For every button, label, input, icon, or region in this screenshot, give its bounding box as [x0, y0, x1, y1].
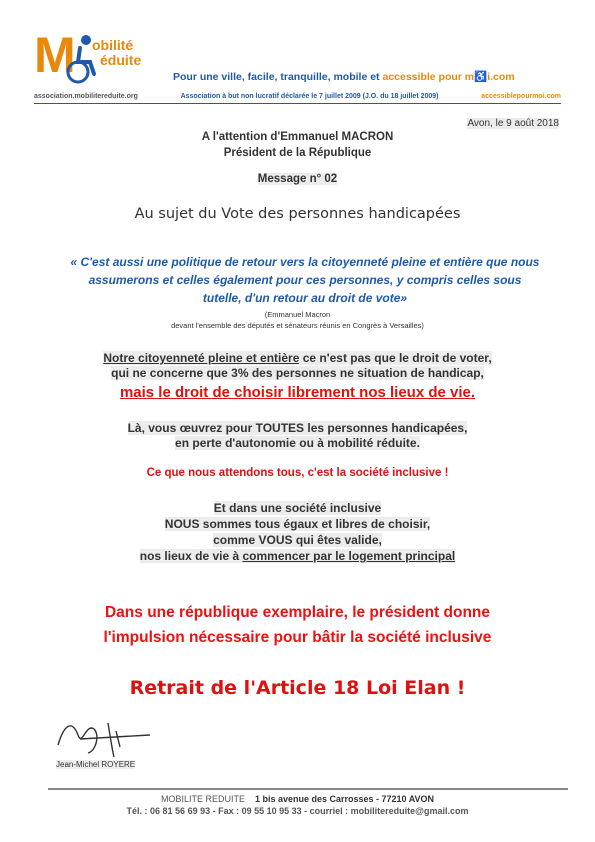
paragraph-equality — [0, 500, 595, 564]
letter-subject: Au sujet du Vote des personnes handicapées — [134, 206, 461, 222]
logo-icon — [34, 28, 96, 86]
footer-street: 1 bis avenue des Carrosses - 77210 AVON — [254, 794, 435, 804]
p4-line2: NOUS sommes tous égaux et libres de choisir, — [164, 517, 431, 531]
letter-date: Avon, le 9 août 2018 — [467, 118, 559, 129]
tagline — [173, 70, 515, 83]
footer-org: MOBILITE REDUITE — [160, 794, 245, 804]
p4-line3: comme VOUS qui êtes valide, — [213, 533, 382, 547]
paragraph-republic — [0, 600, 595, 650]
footer-address — [0, 794, 595, 804]
signature-image — [50, 705, 160, 761]
signer-name: Jean-Michel ROYERE — [56, 760, 136, 769]
paragraph-choose-living: mais le droit de choisir librement nos lieux de vie. — [119, 384, 476, 401]
p4-line4-start: nos lieux de vie à — [139, 549, 243, 563]
tagline-suffix: i.com — [487, 71, 515, 83]
association-note: Association à but non lucratif déclarée le 7 juillet 2009 (J.O. du 18 juillet 2009) — [180, 93, 439, 100]
paragraph-demand: Retrait de l'Article 18 Loi Elan ! — [129, 677, 466, 699]
paragraph-inclusive-society: Ce que nous attendons tous, c'est la société inclusive ! — [146, 467, 449, 479]
p2-line2: en perte d'autonomie ou à mobilité réduite. — [175, 436, 420, 450]
wheelchair-icon: ♿ — [474, 71, 488, 83]
p1-line2: qui ne concerne que 3% des personnes ne situation de handicap, — [111, 366, 484, 380]
recipient-line2: Président de la République — [223, 147, 372, 159]
message-number: Message n° 02 — [257, 173, 338, 185]
header-subline — [34, 93, 561, 100]
quote-context: devant l'ensemble des députés et sénateurs réunis en Congrès à Versailles) — [171, 321, 424, 330]
p4-line1: Et dans une société inclusive — [213, 501, 382, 515]
svg-text:M: M — [34, 28, 76, 83]
logo-line1: obilité — [92, 37, 134, 53]
logo-wordmark — [92, 38, 141, 68]
p1-lead: Notre citoyenneté pleine et entière — [103, 351, 300, 365]
website-right[interactable]: accessiblepourmoi.com — [481, 93, 561, 100]
p2-line1: Là, vous œuvrez pour TOUTES les personnes handicapées, — [127, 421, 468, 435]
recipient-line1: A l'attention d'Emmanuel MACRON — [201, 131, 394, 143]
p4-line4-underlined: commencer par le logement principal — [242, 549, 456, 563]
website-left[interactable]: association.mobilitereduite.org — [34, 93, 138, 100]
tagline-highlight: accessible pour m — [382, 71, 475, 83]
footer-divider — [48, 788, 568, 790]
paragraph-citizenship — [0, 351, 595, 381]
macron-quote: « C'est aussi une politique de retour vers la citoyenneté pleine et entière que nous assumerons et celles également pour ces personnes, y compris celles sous tutelle, d'un retour au droit de vote» — [70, 255, 540, 305]
p1-rest: ce n'est pas que le droit de voter, — [299, 351, 492, 365]
tagline-prefix: Pour une ville, facile, tranquille, mobile et — [173, 71, 380, 83]
logo-line2: éduite — [100, 52, 142, 68]
p5-line2: l'impulsion nécessaire pour bâtir la société inclusive — [103, 629, 492, 646]
footer-contact: Tél. : 06 81 56 69 93 - Fax : 09 55 10 95 33 - courriel : mobilitereduite@gmail.com — [126, 806, 469, 816]
p5-line1: Dans une république exemplaire, le président donne — [104, 604, 490, 621]
header-divider — [34, 103, 561, 104]
paragraph-all-disabled — [0, 421, 595, 451]
quote-author: (Emmanuel Macron — [264, 310, 331, 319]
